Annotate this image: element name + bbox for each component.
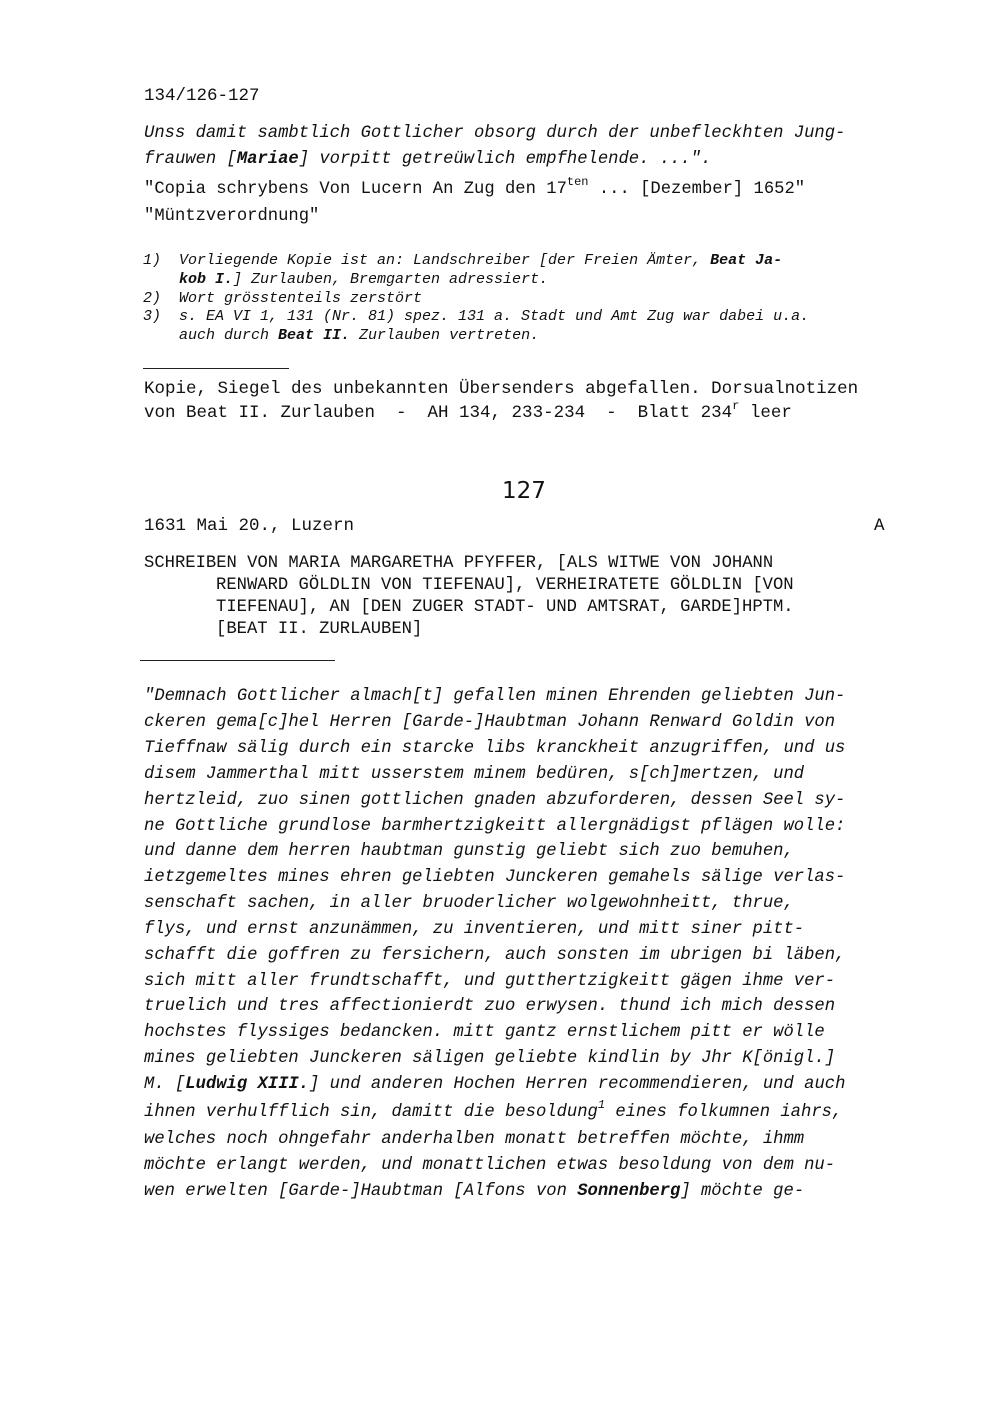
heading-line: SCHREIBEN VON MARIA MARGARETHA PFYFFER, [ALS WITWE VON JOHANN	[144, 554, 774, 573]
quote-line: Unss damit sambtlich Gottlicher obsorg durch der unbefleckhten Jung-	[144, 124, 846, 143]
separator-rule	[140, 660, 335, 661]
body-line: "Demnach Gottlicher almach[t] gefallen minen Ehrenden geliebten Jun-	[144, 687, 846, 706]
muentzverordnung-line: "Müntzverordnung"	[144, 207, 320, 226]
archival-note-line: von Beat II. Zurlauben - AH 134, 233-234 - Blatt 234$^r$ leer	[144, 399, 792, 423]
footnote-number: 1)	[143, 252, 162, 269]
body-line: ckeren gema[c]hel Herren [Garde-]Haubtman Johann Renward Goldin von	[144, 713, 836, 732]
heading-line: RENWARD GÖLDLIN VON TIEFENAU], VERHEIRATETE GÖLDLIN [VON	[216, 576, 794, 595]
name-ludwig: Ludwig XIII.	[185, 1075, 310, 1094]
footnote-text: Vorliegende Kopie ist an: Landschreiber [der Freien Ämter, Beat Ja-	[179, 252, 783, 269]
quote-line: frauwen [Mariae] vorpitt getreüwlich empfhelende. ...".	[144, 150, 712, 169]
copia-line: "Copia schrybens Von Lucern An Zug den $17^{ten}$ ... [Dezember] 1652"	[144, 175, 806, 199]
footnote-number: 2)	[143, 290, 162, 307]
document-number: 127	[502, 478, 546, 504]
body-line: möchte erlangt werden, und monattlichen etwas besoldung von dem nu-	[144, 1156, 836, 1175]
body-line: ne Gottliche grundlose barmhertzigkeitt allergnädigst pflägen wolle:	[144, 817, 846, 836]
body-line: M. [Ludwig XIII.] und anderen Hochen Herren recommendieren, und auch	[144, 1075, 846, 1094]
body-line: wen erwelten [Garde-]Haubtman [Alfons von Sonnenberg] möchte ge-	[144, 1182, 805, 1201]
name-sonnenberg: Sonnenberg	[577, 1182, 681, 1201]
body-line: Tieffnaw sälig durch ein starcke libs kranckheit anzugriffen, und us	[144, 739, 846, 758]
body-line: schafft die goffren zu fersichern, auch sonsten im ubrigen bi läben,	[144, 946, 846, 965]
body-line: welches noch ohngefahr anderhalben monatt betreffen möchte, ihmm	[144, 1130, 805, 1149]
footnote-text: kob I.] Zurlauben, Bremgarten adressiert.	[179, 271, 549, 288]
footnote-text: auch durch Beat II. Zurlauben vertreten.	[179, 327, 540, 344]
footnote-text: Wort grösstenteils zerstört	[179, 290, 423, 307]
date-place: 1631 Mai 20., Luzern	[144, 516, 355, 536]
heading-line: [BEAT II. ZURLAUBEN]	[216, 620, 423, 639]
body-line: sich mitt aller frundtschafft, und gutthertzigkeitt gägen ihme ver-	[144, 972, 836, 991]
body-line: disem Jammerthal mitt usserstem minem bedüren, s[ch]mertzen, und	[144, 765, 805, 784]
footnote-text: s. EA VI 1, 131 (Nr. 81) spez. 131 a. Stadt und Amt Zug war dabei u.a.	[179, 308, 810, 325]
separator-rule	[143, 368, 289, 369]
body-line: senschaft sachen, in aller bruoderlicher wolgewohnheitt, thrue,	[144, 894, 794, 913]
body-line: mines geliebten Junckeren säligen geliebte kindlin by Jhr K[önigl.]	[144, 1049, 836, 1068]
heading-line: TIEFENAU], AN [DEN ZUGER STADT- UND AMTSRAT, GARDE]HPTM.	[216, 598, 794, 617]
body-line: und danne dem herren haubtman gunstig geliebt sich zuo bemuhen,	[144, 842, 794, 861]
archival-note-line: Kopie, Siegel des unbekannten Übersenders abgefallen. Dorsualnotizen	[144, 379, 859, 399]
body-line: ihnen verhulfflich sin, damitt die besoldung$^1$ eines folkumnen iahrs,	[144, 1098, 843, 1122]
name-mariae: Mariae	[236, 150, 299, 169]
body-line: flys, und ernst anzunämmen, zu inventieren, und mitt siner pitt-	[144, 920, 805, 939]
body-line: truelich und tres affectionierdt zuo erwysen. thund ich mich dessen	[144, 997, 836, 1016]
document-letter: A	[874, 516, 885, 536]
footnote-number: 3)	[143, 308, 162, 325]
footnote-ref: 1	[597, 1098, 606, 1112]
page-reference: 134/126-127	[144, 86, 260, 106]
body-line: hertzleid, zuo sinen gottlichen gnaden abzuforderen, dessen Seel sy-	[144, 791, 846, 810]
body-line: hochstes flyssiges bedancken. mitt gantz ernstlichem pitt er wölle	[144, 1023, 825, 1042]
body-line: ietzgemeltes mines ehren geliebten Junckeren gemahels sälige verlas-	[144, 868, 846, 887]
